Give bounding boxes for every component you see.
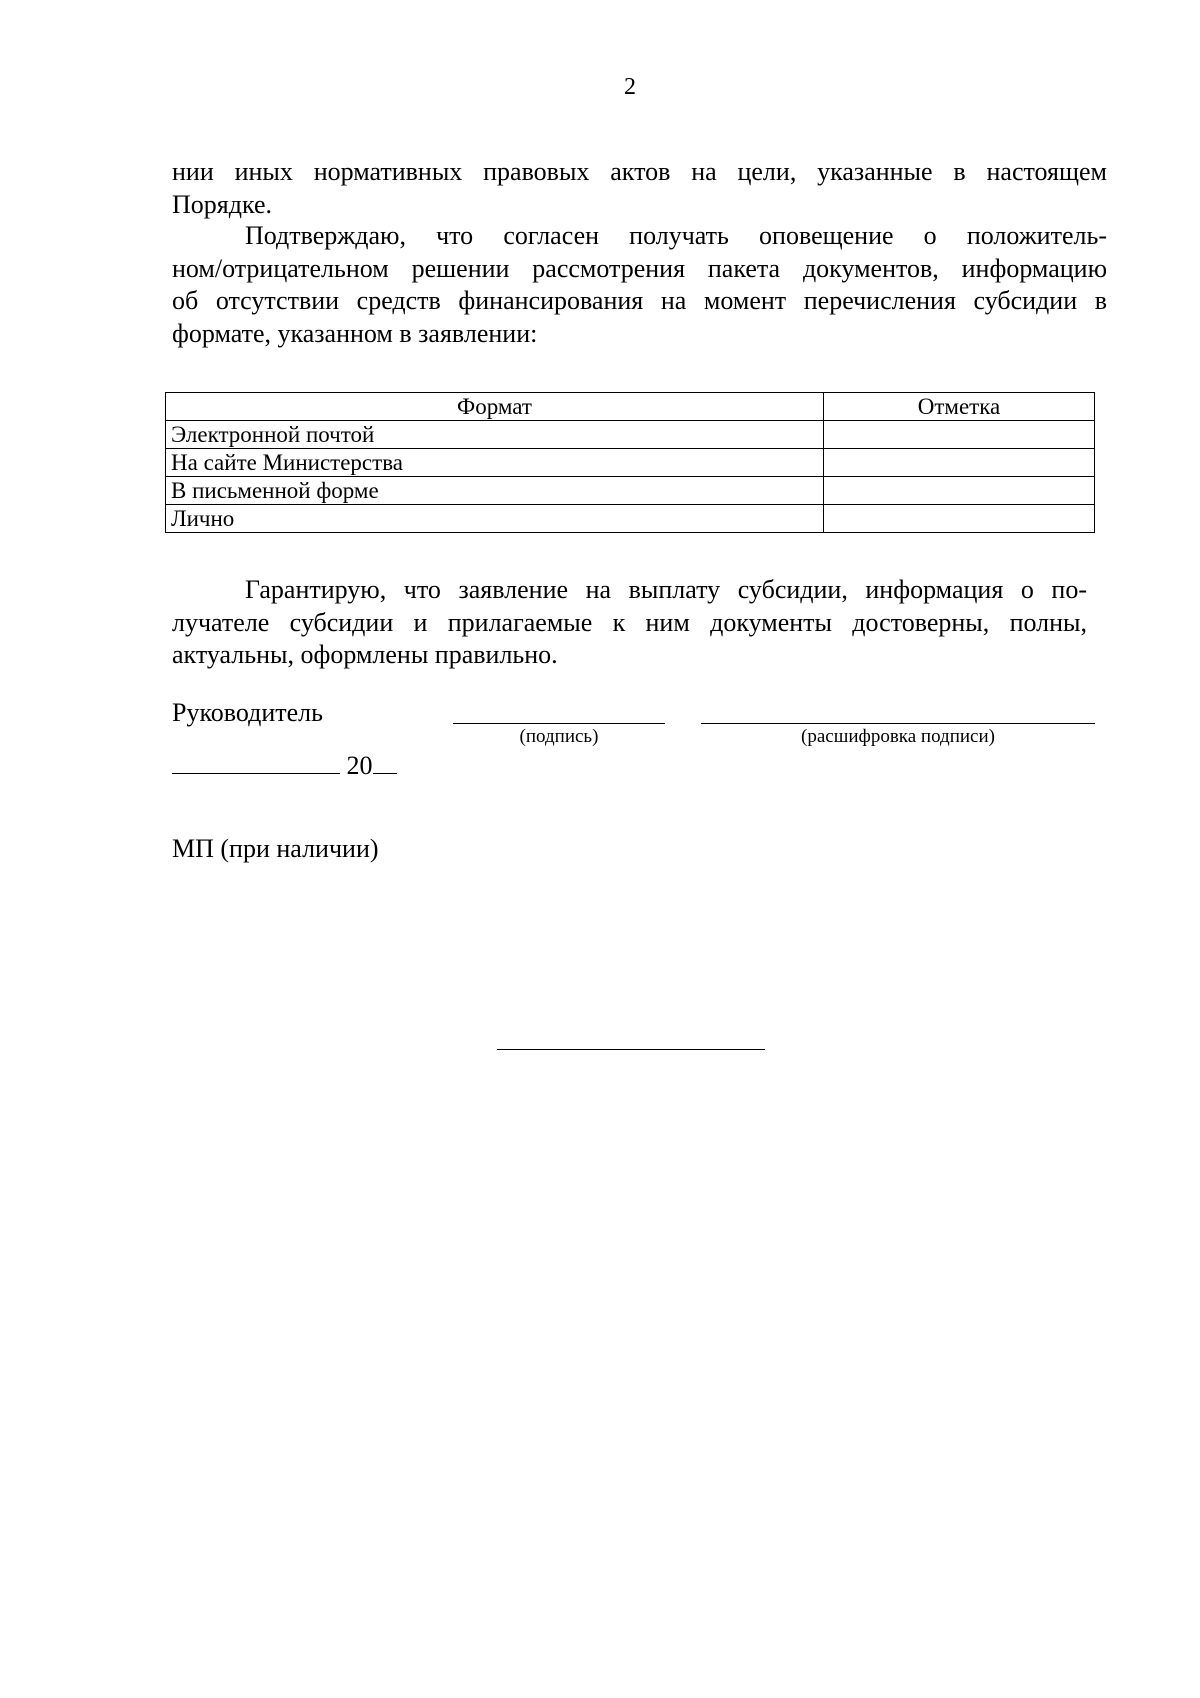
date-field xyxy=(172,749,397,782)
format-table xyxy=(165,392,1095,533)
text-line: Подтверждаю, что согласен получать оповещение о положитель- xyxy=(245,221,1107,250)
format-cell: Лично xyxy=(166,505,824,533)
mark-cell[interactable] xyxy=(824,449,1095,477)
table-header-row xyxy=(166,393,1095,421)
paragraph-continuation xyxy=(172,156,1107,221)
mark-cell[interactable] xyxy=(824,421,1095,449)
format-cell: Электронной почтой xyxy=(166,421,824,449)
date-blank[interactable] xyxy=(172,749,340,774)
text-line: об отсутствии средств финансирования на момент перечисления субсидии в xyxy=(172,286,1107,315)
header-mark: Отметка xyxy=(824,393,1095,421)
signature-line[interactable] xyxy=(453,723,665,724)
text-line: актуальны, оформлены правильно. xyxy=(172,640,558,669)
table-row xyxy=(166,477,1095,505)
paragraph-confirmation xyxy=(172,220,1107,350)
table-row xyxy=(166,421,1095,449)
signer-label: Руководитель xyxy=(172,698,323,727)
signature-caption: (подпись) xyxy=(519,726,599,747)
format-cell: В письменной форме xyxy=(166,477,824,505)
text-line: Порядке. xyxy=(172,189,272,219)
table-row xyxy=(166,449,1095,477)
text-line: ном/отрицательном решении рассмотрения пакета документов, информацию xyxy=(172,253,1107,283)
stamp-placeholder: МП (при наличии) xyxy=(172,834,379,863)
header-format: Формат xyxy=(166,393,824,421)
text-line: Гарантирую, что заявление на выплату субсидии, информация о по- xyxy=(245,575,1087,604)
page-number: 2 xyxy=(624,74,636,100)
text-line: лучателе субсидии и прилагаемые к ним документы достоверны, полны, xyxy=(172,607,1087,637)
name-decoding-caption: (расшифровка подписи) xyxy=(801,726,995,747)
mark-cell[interactable] xyxy=(824,505,1095,533)
mark-cell[interactable] xyxy=(824,477,1095,505)
paragraph-guarantee xyxy=(172,574,1087,672)
year-prefix: 20 xyxy=(346,751,373,780)
table-row xyxy=(166,505,1095,533)
format-cell: На сайте Министерства xyxy=(166,449,824,477)
end-divider xyxy=(497,1049,765,1050)
name-decoding-line[interactable] xyxy=(701,723,1095,724)
text-line: формате, указанном в заявлении: xyxy=(172,318,538,348)
text-line: нии иных нормативных правовых актов на цели, указанные в настоящем xyxy=(172,157,1107,186)
year-blank[interactable] xyxy=(373,749,397,774)
